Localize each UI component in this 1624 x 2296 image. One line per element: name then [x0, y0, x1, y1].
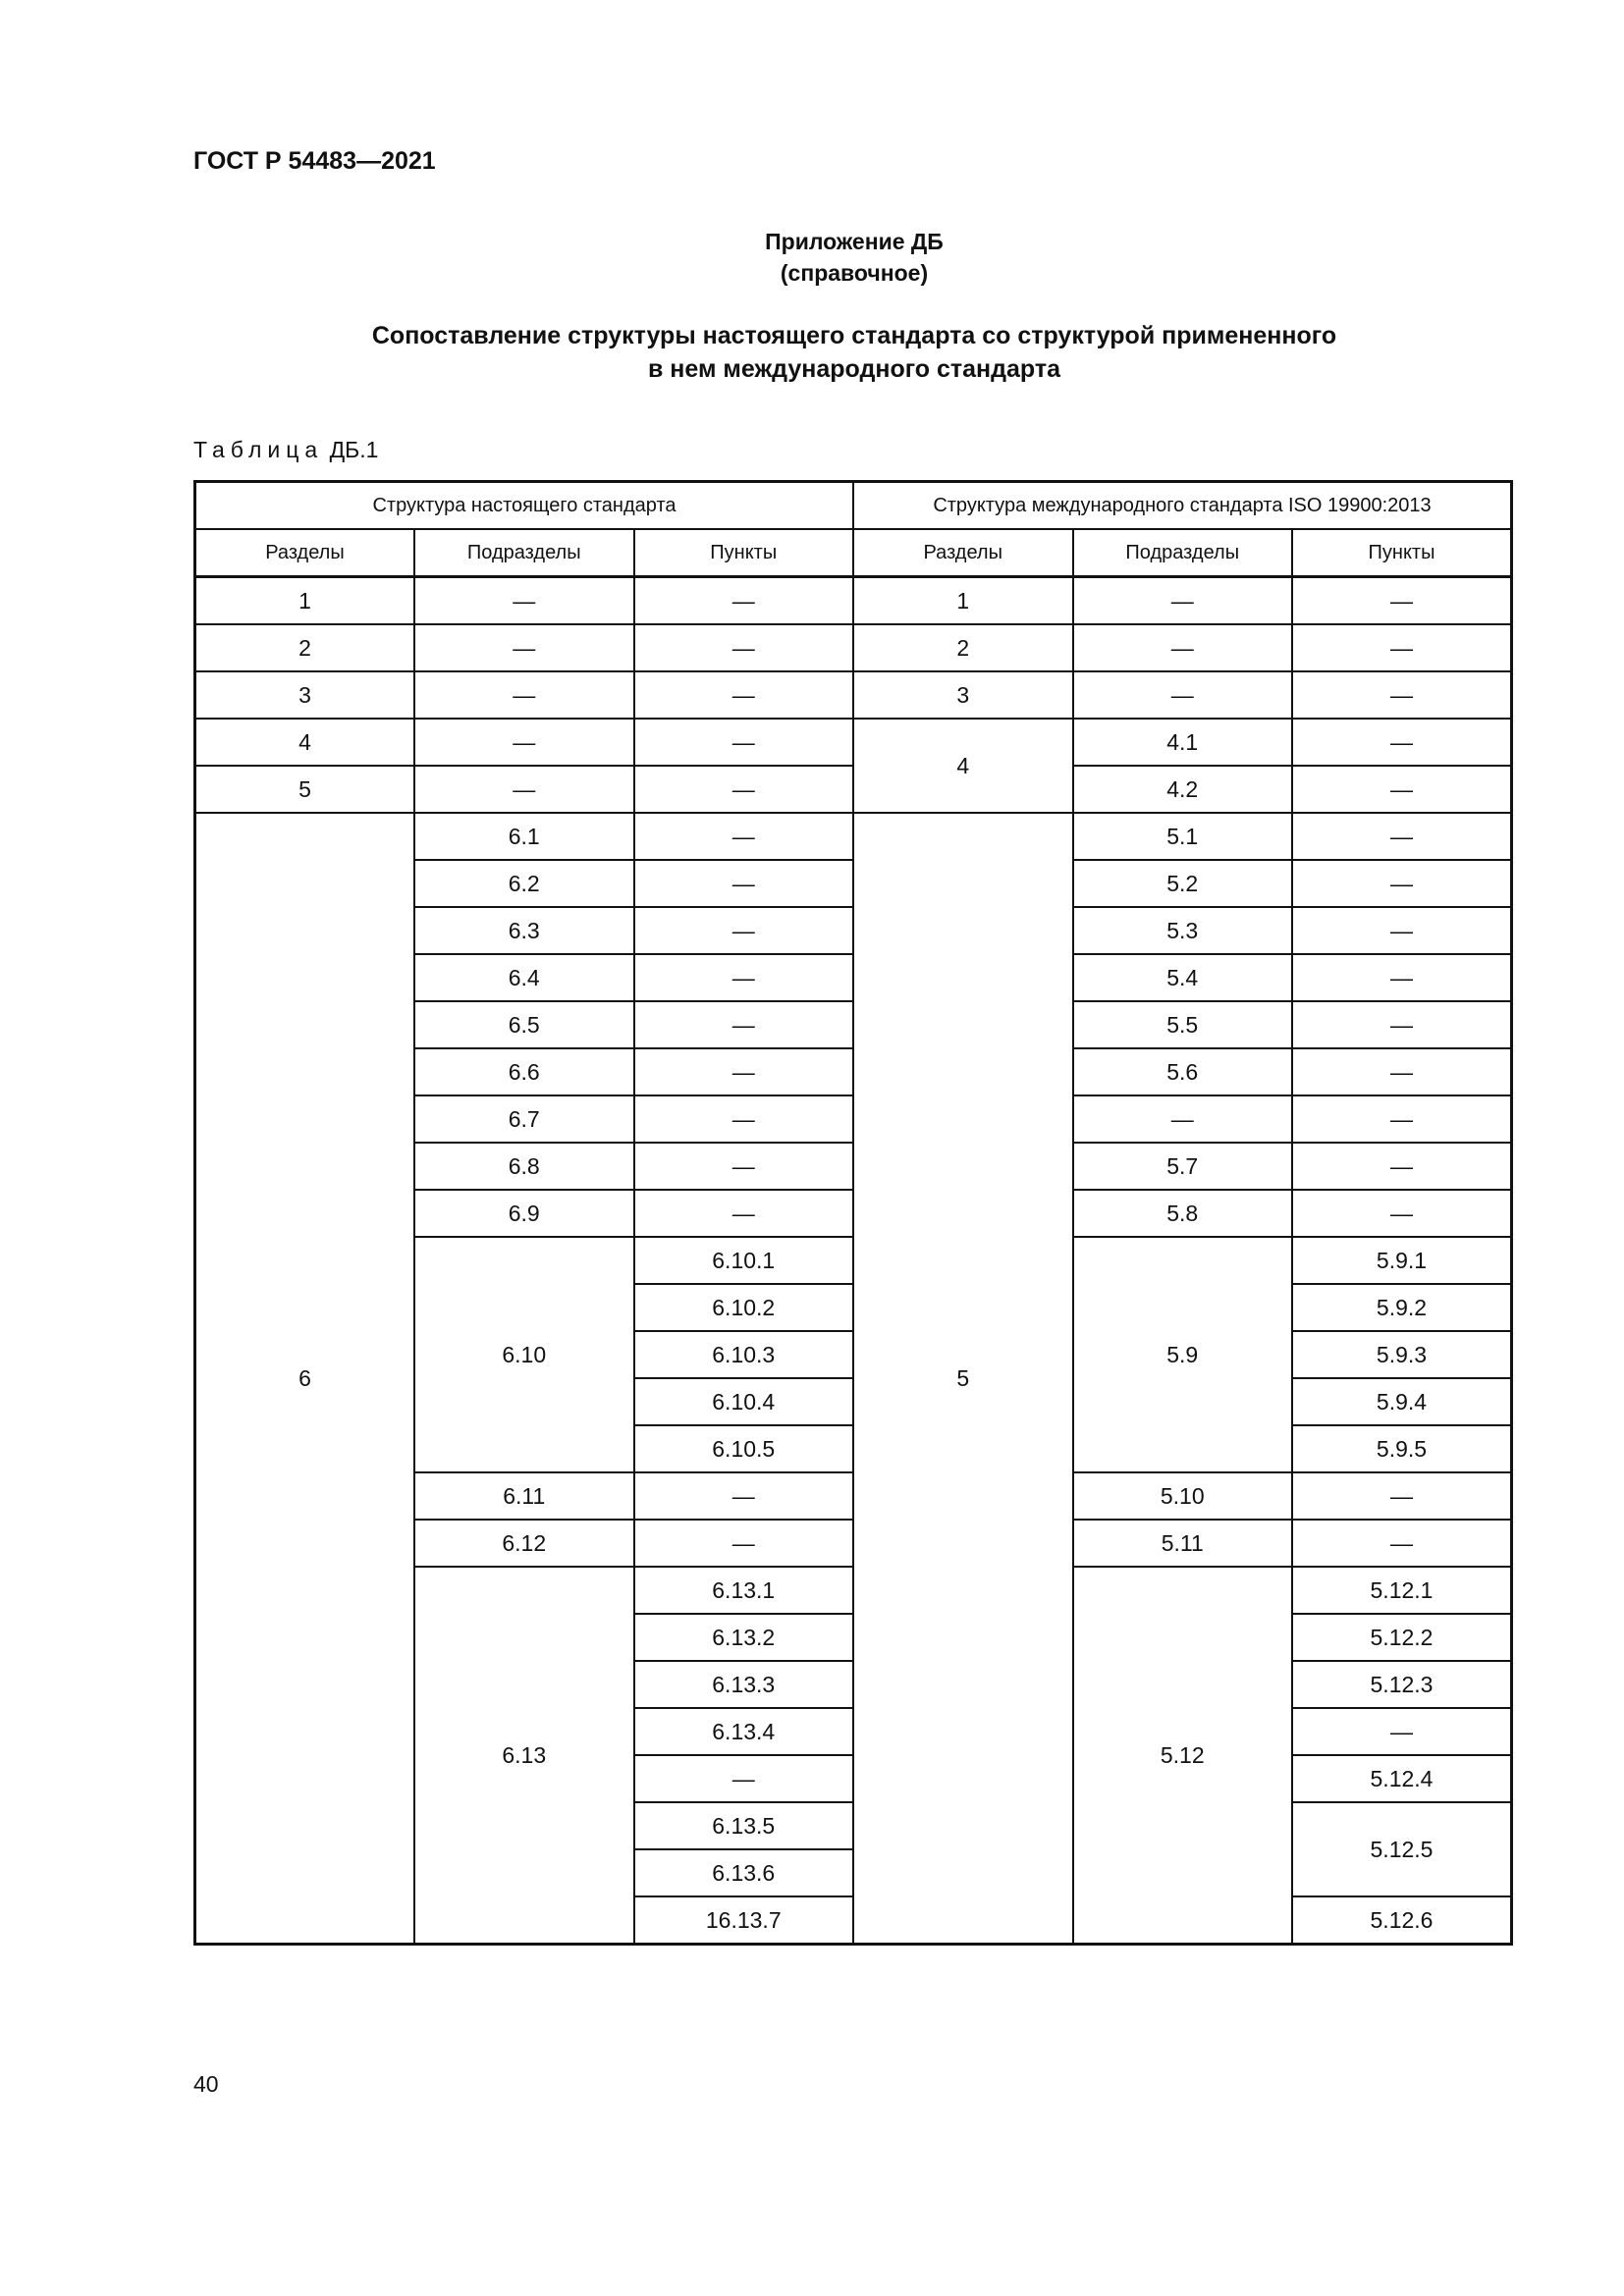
table-cell: 5.12.1: [1292, 1567, 1512, 1614]
table-cell: 5.9.2: [1292, 1284, 1512, 1331]
table-cell: 1: [853, 577, 1073, 625]
table-cell: 5.5: [1073, 1001, 1293, 1048]
structure-comparison-table: [193, 480, 1513, 1946]
table-cell: —: [634, 1520, 854, 1567]
table-cell: 5.12.3: [1292, 1661, 1512, 1708]
table-cell: 6.5: [414, 1001, 634, 1048]
table-cell: —: [634, 719, 854, 766]
table-cell: —: [634, 1143, 854, 1190]
table-cell: 6.4: [414, 954, 634, 1001]
table-cell: —: [414, 671, 634, 719]
table-cell: 6.13: [414, 1567, 634, 1945]
table-cell: —: [1073, 671, 1293, 719]
table-cell: 6.13.1: [634, 1567, 854, 1614]
table-cell: —: [414, 719, 634, 766]
table-caption-word: Таблица: [193, 437, 324, 462]
table-row: [195, 671, 1512, 719]
table-cell: 5.3: [1073, 907, 1293, 954]
table-row: [195, 719, 1512, 766]
table-cell: 5.8: [1073, 1190, 1293, 1237]
table-caption-id: ДБ.1: [329, 437, 379, 462]
table-cell: 6.2: [414, 860, 634, 907]
table-cell: —: [634, 766, 854, 813]
heading-line-1: Сопоставление структуры настоящего стандарта со структурой примененного: [371, 322, 1337, 349]
table-cell: 5.9.3: [1292, 1331, 1512, 1378]
table-cell: 5.1: [1073, 813, 1293, 860]
table-cell: 5.6: [1073, 1048, 1293, 1095]
table-cell: 6.12: [414, 1520, 634, 1567]
table-cell: —: [1292, 1190, 1512, 1237]
table-cell: 5.12.6: [1292, 1896, 1512, 1945]
table-cell: 5.10: [1073, 1472, 1293, 1520]
table-cell: 5.4: [1073, 954, 1293, 1001]
table-cell: 6.8: [414, 1143, 634, 1190]
table-cell: —: [1292, 1095, 1512, 1143]
table-cell: —: [1073, 1095, 1293, 1143]
table-cell: 6.13.4: [634, 1708, 854, 1755]
col-header-sections-current: Разделы: [195, 529, 415, 577]
table-cell: 6.10.2: [634, 1284, 854, 1331]
col-header-subsections-current: Подразделы: [414, 529, 634, 577]
table-cell: 5.12.4: [1292, 1755, 1512, 1802]
table-cell: 4: [195, 719, 415, 766]
table-caption: [193, 437, 378, 463]
table-cell: 6.13.5: [634, 1802, 854, 1849]
table-cell: 3: [853, 671, 1073, 719]
table-cell: —: [414, 766, 634, 813]
table-row: [195, 577, 1512, 625]
table-cell: 1: [195, 577, 415, 625]
table-cell: —: [634, 1190, 854, 1237]
table-cell: 5.11: [1073, 1520, 1293, 1567]
annex-note: (справочное): [780, 260, 929, 286]
table-cell: 2: [195, 624, 415, 671]
table-cell: 5.12.5: [1292, 1802, 1512, 1896]
table-cell: 2: [853, 624, 1073, 671]
table-cell: —: [1292, 1520, 1512, 1567]
table-cell: 6.7: [414, 1095, 634, 1143]
annex-title: Приложение ДБ: [765, 229, 944, 254]
group-header-current-standard: Структура настоящего стандарта: [195, 482, 854, 530]
table-cell: —: [1292, 719, 1512, 766]
group-header-international-standard: Структура международного стандарта ISO 19900:2013: [853, 482, 1512, 530]
table-cell: —: [1292, 860, 1512, 907]
table-cell: —: [414, 577, 634, 625]
table-cell: —: [1292, 1708, 1512, 1755]
table-cell: 6.13.3: [634, 1661, 854, 1708]
table-cell: —: [634, 1048, 854, 1095]
table-cell: 5.12.2: [1292, 1614, 1512, 1661]
table-cell: —: [1073, 624, 1293, 671]
table-cell: —: [1073, 577, 1293, 625]
table-cell: 6.6: [414, 1048, 634, 1095]
table-cell: 4: [853, 719, 1073, 813]
table-cell: —: [634, 1095, 854, 1143]
table-cell: —: [634, 1472, 854, 1520]
table-cell: —: [634, 577, 854, 625]
table-cell: —: [1292, 1048, 1512, 1095]
table-cell: 6.10: [414, 1237, 634, 1472]
table-row: [195, 813, 1512, 860]
table-cell: 6.13.2: [634, 1614, 854, 1661]
table-cell: 5.12: [1073, 1567, 1293, 1945]
table-cell: 6.9: [414, 1190, 634, 1237]
table-cell: —: [634, 1001, 854, 1048]
table-cell: —: [1292, 954, 1512, 1001]
table-cell: 3: [195, 671, 415, 719]
table-cell: 6.10.5: [634, 1425, 854, 1472]
table-cell: —: [1292, 907, 1512, 954]
table-group-header-row: [195, 482, 1512, 530]
table-cell: —: [1292, 1472, 1512, 1520]
table-row: [195, 624, 1512, 671]
table-cell: 6.3: [414, 907, 634, 954]
table-cell: 16.13.7: [634, 1896, 854, 1945]
table-cell: 5.9: [1073, 1237, 1293, 1472]
table-cell: 6.11: [414, 1472, 634, 1520]
table-cell: 6.10.4: [634, 1378, 854, 1425]
table-cell: —: [1292, 671, 1512, 719]
col-header-subsections-iso: Подразделы: [1073, 529, 1293, 577]
table-cell: 4.2: [1073, 766, 1293, 813]
document-code: ГОСТ Р 54483—2021: [193, 147, 436, 175]
table-cell: —: [1292, 1143, 1512, 1190]
table-cell: —: [634, 813, 854, 860]
table-cell: —: [1292, 1001, 1512, 1048]
table-cell: —: [1292, 577, 1512, 625]
table-cell: 4.1: [1073, 719, 1293, 766]
table-column-header-row: [195, 529, 1512, 577]
table-cell: —: [1292, 813, 1512, 860]
table-cell: 5.2: [1073, 860, 1293, 907]
page-number: 40: [193, 2071, 219, 2097]
table-cell: 6: [195, 813, 415, 1945]
table-cell: 5.7: [1073, 1143, 1293, 1190]
table-cell: —: [634, 860, 854, 907]
table-cell: 5.9.5: [1292, 1425, 1512, 1472]
col-header-clauses-current: Пункты: [634, 529, 854, 577]
table-cell: —: [634, 671, 854, 719]
table-cell: —: [634, 954, 854, 1001]
heading-line-2: в нем международного стандарта: [647, 355, 1061, 383]
table-cell: —: [1292, 624, 1512, 671]
table-cell: 6.1: [414, 813, 634, 860]
col-header-clauses-iso: Пункты: [1292, 529, 1512, 577]
table-cell: 5.9.4: [1292, 1378, 1512, 1425]
table-cell: 5.9.1: [1292, 1237, 1512, 1284]
table-cell: —: [634, 907, 854, 954]
table-cell: 6.10.3: [634, 1331, 854, 1378]
table-cell: —: [634, 624, 854, 671]
table-cell: 5: [853, 813, 1073, 1945]
table-cell: —: [634, 1755, 854, 1802]
table-cell: —: [1292, 766, 1512, 813]
table-cell: —: [414, 624, 634, 671]
table-cell: 5: [195, 766, 415, 813]
table-cell: 6.13.6: [634, 1849, 854, 1896]
col-header-sections-iso: Разделы: [853, 529, 1073, 577]
table-cell: 6.10.1: [634, 1237, 854, 1284]
